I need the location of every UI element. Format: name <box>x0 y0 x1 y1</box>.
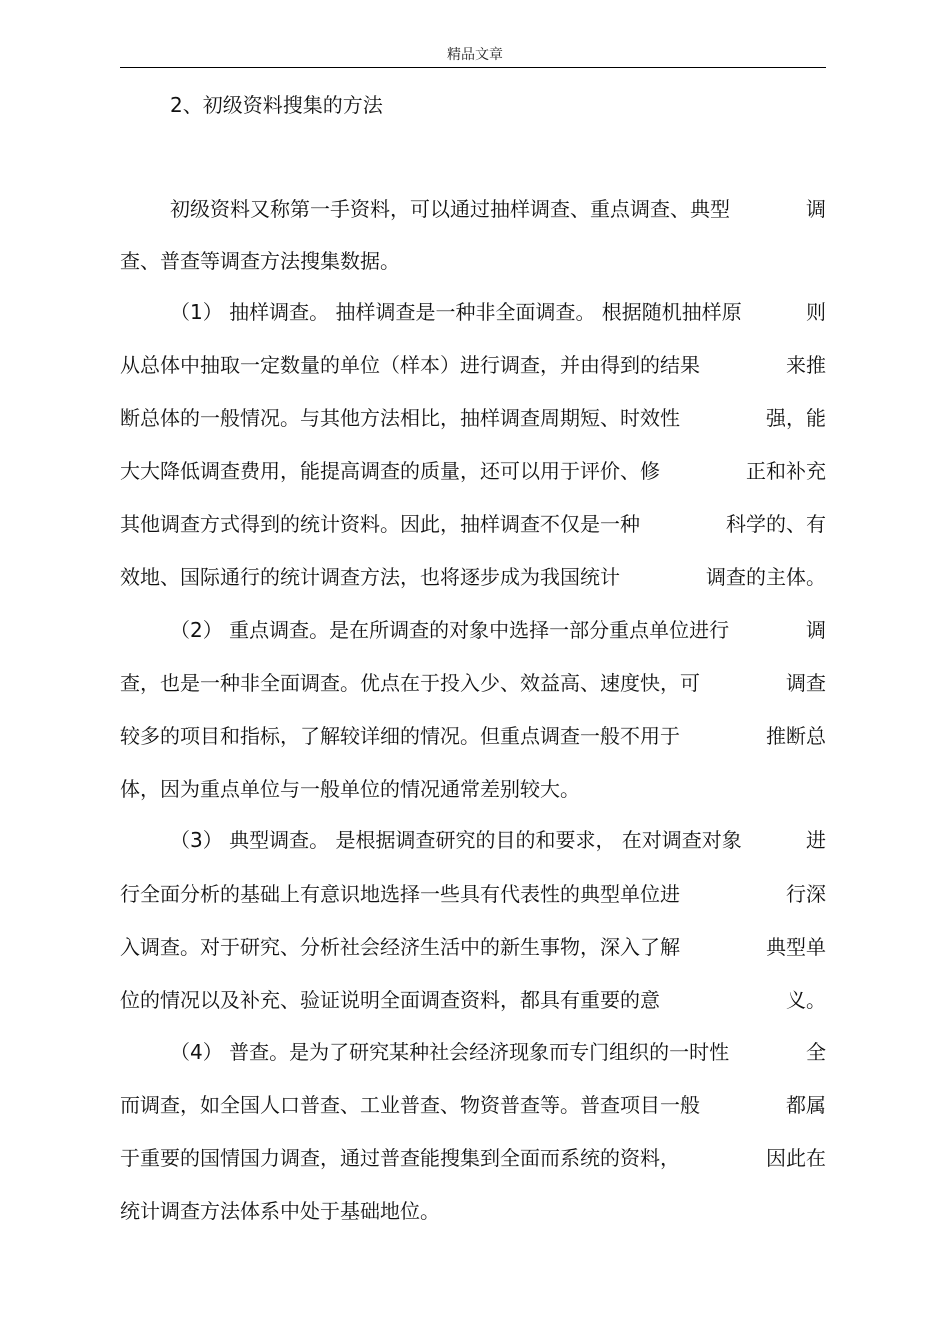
text-line <box>170 824 826 856</box>
text-line-right: 进 <box>806 828 826 852</box>
text-line <box>120 402 826 434</box>
text-line-left: （4） 普查。是为了研究某种社会经济现象而专门组织的一时性 <box>170 1040 730 1064</box>
text-line-left: 体，因为重点单位与一般单位的情况通常差别较大。 <box>120 777 580 801</box>
text-line-right: 来推 <box>786 353 826 377</box>
text-line <box>120 720 826 752</box>
text-line-left: 从总体中抽取一定数量的单位（样本）进行调查，并由得到的结果 <box>120 353 700 377</box>
text-line <box>120 667 826 699</box>
text-line-left: 入调查。对于研究、分析社会经济生活中的新生事物，深入了解 <box>120 935 680 959</box>
text-line-right: 都属 <box>786 1093 826 1117</box>
text-line <box>120 1195 826 1227</box>
text-line-left: 大大降低调查费用，能提高调查的质量，还可以用于评价、修 <box>120 459 660 483</box>
text-line-right: 正和补充 <box>746 459 826 483</box>
text-line <box>120 561 826 593</box>
text-line <box>120 878 826 910</box>
text-line-right: 行深 <box>786 882 826 906</box>
text-line-right: 调查的主体。 <box>706 565 826 589</box>
text-line-left: 查、普查等调查方法搜集数据。 <box>120 249 400 273</box>
text-line <box>120 349 826 381</box>
text-line-right: 调 <box>806 197 826 221</box>
text-line <box>120 455 826 487</box>
text-line-left: （2） 重点调查。是在所调查的对象中选择一部分重点单位进行 <box>170 618 730 642</box>
text-line-right: 推断总 <box>766 724 826 748</box>
text-line-left: 其他调查方式得到的统计资料。因此，抽样调查不仅是一种 <box>120 512 640 536</box>
text-line <box>120 984 826 1016</box>
text-line <box>120 773 826 805</box>
text-line-left: 于重要的国情国力调查，通过普查能搜集到全面而系统的资料， <box>120 1146 680 1170</box>
text-line-left: 效地、国际通行的统计调查方法，也将逐步成为我国统计 <box>120 565 620 589</box>
page-header-title: 精品文章 <box>447 47 503 63</box>
text-line <box>120 931 826 963</box>
text-line-right: 调查 <box>786 671 826 695</box>
text-line-right: 典型单 <box>766 935 826 959</box>
text-line-left: 行全面分析的基础上有意识地选择一些具有代表性的典型单位进 <box>120 882 680 906</box>
header-divider <box>120 67 826 68</box>
text-line <box>120 508 826 540</box>
text-line-right: 义。 <box>786 988 826 1012</box>
text-line-right: 全 <box>806 1040 826 1064</box>
text-line <box>170 296 826 328</box>
text-line-right: 则 <box>806 300 826 324</box>
text-line-right: 科学的、有 <box>726 512 826 536</box>
text-line-left: 查，也是一种非全面调查。优点在于投入少、效益高、速度快，可 <box>120 671 700 695</box>
section-heading: 2、初级资料搜集的方法 <box>170 93 383 117</box>
text-line-right: 强，能 <box>766 406 826 430</box>
text-line-left: （3） 典型调查。 是根据调查研究的目的和要求， 在对调查对象 <box>170 828 742 852</box>
text-line-left: 统计调查方法体系中处于基础地位。 <box>120 1199 440 1223</box>
text-line-left: 较多的项目和指标，了解较详细的情况。但重点调查一般不用于 <box>120 724 680 748</box>
text-line-left: 断总体的一般情况。与其他方法相比，抽样调查周期短、时效性 <box>120 406 680 430</box>
text-line-left: 位的情况以及补充、验证说明全面调查资料，都具有重要的意 <box>120 988 660 1012</box>
text-line-left: 而调查，如全国人口普查、工业普查、物资普查等。普查项目一般 <box>120 1093 700 1117</box>
text-line-right: 调 <box>806 618 826 642</box>
text-line-left: （1） 抽样调查。 抽样调查是一种非全面调查。 根据随机抽样原 <box>170 300 742 324</box>
text-line-left: 初级资料又称第一手资料，可以通过抽样调查、重点调查、典型 <box>170 197 730 221</box>
text-line <box>120 245 826 277</box>
text-line <box>120 1089 826 1121</box>
text-line-right: 因此在 <box>766 1146 826 1170</box>
text-line <box>120 1142 826 1174</box>
text-line <box>170 614 826 646</box>
text-line <box>170 1036 826 1068</box>
text-line <box>170 193 826 225</box>
